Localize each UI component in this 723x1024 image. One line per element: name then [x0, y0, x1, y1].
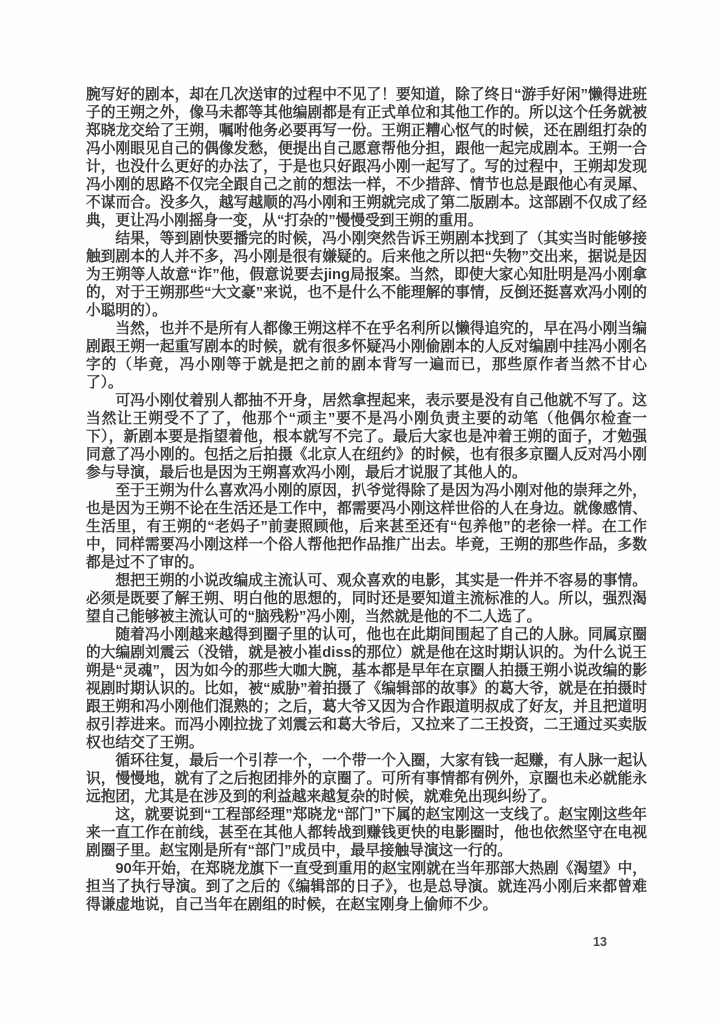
paragraph: 至于王朔为什么喜欢冯小刚的原因，扒爷觉得除了是因为冯小刚对他的崇拜之外，也是因为王朔不论在生活还是工作中，都需要冯小刚这样世俗的人在身边。就像感情、生活里，有王朔的“老妈子”前妻照顾他，后来甚至还有“包养他”的老徐一样。在工作中，同样需要冯小刚这样一个俗人帮他把作品推广出去。毕竟，王朔的那些作品，多数都是过不了审的。 [86, 483, 647, 571]
page-number: 13 [593, 935, 607, 949]
paragraph: 结果，等到剧快要播完的时候，冯小刚突然告诉王朔剧本找到了（其实当时能够接触到剧本的人并不多，冯小刚是很有嫌疑的。后来他之所以把“失物”交出来，据说是因为王朔等人故意“诈”他，假意说要去jing局报案。当然，即使大家心知肚明是冯小刚拿的，对于王朔那些“大文豪”来说，也不是什么不能理解的事情，反倒还挺喜欢冯小刚的小聪明的）。 [86, 231, 647, 319]
paragraph: 腕写好的剧本，却在几次送审的过程中不见了！要知道，除了终日“游手好闲”懒得进班子的王朔之外，像马未都等其他编剧都是有正式单位和其他工作的。所以这个任务就被郑晓龙交给了王朔，嘱咐他务必要再写一份。王朔正糟心怄气的时候，还在剧组打杂的冯小刚眼见自己的偶像发愁，便提出自己愿意帮他分担，跟他一起完成剧本。王朔一合计，也没什么更好的办法了，于是也只好跟冯小刚一起写了。写的过程中，王朔却发现冯小刚的思路不仅完全跟自己之前的想法一样，不少措辞、情节也总是跟他心有灵犀、不谋而合。没多久，越写越顺的冯小刚和王朔就完成了第二版剧本。这部剧不仅成了经典，更让冯小刚摇身一变，从“打杂的”慢慢受到王朔的重用。 [86, 87, 647, 229]
paragraph: 想把王朔的小说改编成主流认可、观众喜欢的电影，其实是一件并不容易的事情。必须是既要了解王朔、明白他的思想的，同时还是要知道主流标准的人。所以，强烈渴望自己能够被主流认可的“脑残粉”冯小刚，当然就是他的不二人选了。 [86, 573, 647, 625]
paragraph: 这，就要说到“工程部经理”郑晓龙“部门”下属的赵宝刚这一支线了。赵宝刚这些年来一直工作在前线，甚至在其他人都转战到赚钱更快的电影圈时，他也依然坚守在电视剧圈子里。赵宝刚是所有“部门”成员中，最早接触导演这一行的。 [86, 807, 647, 859]
paragraph: 可冯小刚仗着别人都抽不开身，居然拿捏起来，表示要是没有自己他就不写了。这当然让王朔受不了了，他那个“顽主”要不是冯小刚负责主要的动笔（他偶尔检查一下），新剧本要是指望着他，根本就写不完了。最后大家也是冲着王朔的面子，才勉强同意了冯小刚的。包括之后拍摄《北京人在纽约》的时候，也有很多京圈人反对冯小刚参与导演，最后也是因为王朔喜欢冯小刚，最后才说服了其他人的。 [86, 393, 647, 481]
paragraph: 90年开始，在郑晓龙旗下一直受到重用的赵宝刚就在当年那部大热剧《渴望》中，担当了执行导演。到了之后的《编辑部的日子》，也是总导演。就连冯小刚后来都曾难得谦虚地说，自己当年在剧组的时候，在赵宝刚身上偷师不少。 [86, 861, 647, 913]
paragraph: 当然，也并不是所有人都像王朔这样不在乎名利所以懒得追究的，早在冯小刚当编剧跟王朔一起重写剧本的时候，就有很多怀疑冯小刚偷剧本的人反对编剧中挂冯小刚名字的（毕竟，冯小刚等于就是把之前的剧本背写一遍而已，那些原作者当然不甘心了）。 [86, 321, 647, 391]
article-body [86, 86, 647, 914]
paragraph: 随着冯小刚越来越得到圈子里的认可，他也在此期间围起了自己的人脉。同属京圈的大编剧刘震云（没错，就是被小崔diss的那位）就是他在这时期认识的。为什么说王朔是“灵魂”，因为如今的那些大咖大腕，基本都是早年在京圈人拍摄王朔小说改编的影视剧时期认识的。比如，被“威胁”着拍摄了《编辑部的故事》的葛大爷，就是在拍摄时跟王朔和冯小刚他们混熟的；之后，葛大爷又因为合作跟道明叔成了好友，并且把道明叔引荐进来。而冯小刚拉拢了刘震云和葛大爷后，又拉来了二王投资，二王通过买卖版权也结交了王朔。 [86, 627, 647, 751]
paragraph: 循环往复，最后一个引荐一个，一个带一个入圈，大家有钱一起赚，有人脉一起认识，慢慢地，就有了之后抱团排外的京圈了。可所有事情都有例外，京圈也未必就能永远抱团，尤其是在涉及到的利益越来越复杂的时候，就难免出现纠纷了。 [86, 753, 647, 805]
